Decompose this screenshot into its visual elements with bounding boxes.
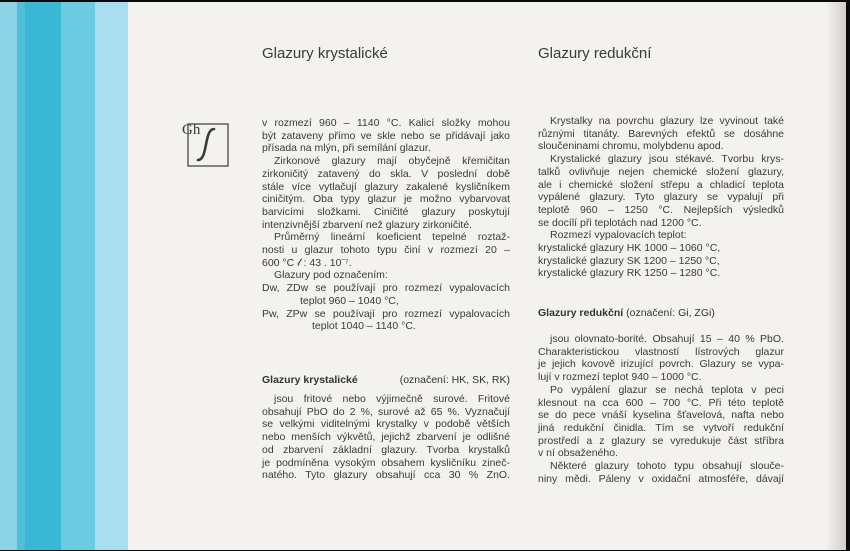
text-line: krystalické glazury HK 1000 – 1060 °C, [538,242,721,255]
text-line: Pw, ZPw se používají pro rozmezí vypalovacích [262,307,510,320]
text-line: natého. Tyto glazury obsahují cca 30 % ZnO. [262,469,510,482]
text-line: se docílí při teplotách nad 1200 °C. [538,216,702,229]
section-header-krystalicke [262,374,510,386]
text-line: klesnout na cca 600 – 700 °C. Při této teplotě [538,396,784,409]
text-line: prostředí a z glazury se vyredukuje část stříbra [538,434,784,447]
text-line: ciničitým. Oba typy glazur je možno vybarvovat [262,193,510,206]
text-line: lují v rozmezí teplot 940 – 1000 °C. [538,371,702,384]
text-line: Glazury pod označením: [274,269,388,282]
text-line: se velkými viditelnými krystalky v podobě větších [262,418,510,431]
text-line: Některé glazury tohoto typu obsahují slouče- [550,460,784,473]
publisher-logo [182,120,230,168]
text-line: teplotě 960 – 1250 °C. Nejlepších výsledků [538,203,784,216]
heading-right: Glazury redukční [538,45,652,62]
text-line: Dw, ZDw se používají pro rozmezí vypalovacích [262,282,510,295]
left-section-body [262,393,510,482]
text-line: krystalické glazury SK 1200 – 1250 °C, [538,254,720,267]
logo-letters: Gh [182,122,201,138]
text-line: Charakteristickou vlastností lístrových glazur [538,345,784,358]
text-line: krystalické glazury RK 1250 – 1280 °C. [538,267,721,280]
text-line: teplot 1040 – 1140 °C. [312,320,416,333]
right-section-body [538,333,784,485]
left-column [262,117,510,333]
text-line: přísada na mlýn, při semílání glazur. [262,142,431,155]
text-line: intenzivnější zbarvení než glazury zirkoničité. [262,218,473,231]
text-line: teplot 960 – 1040 °C, [300,294,399,307]
text-line: barvicími složkami. Ciničité glazury poskytují [262,205,510,218]
text-line: je podmíněna vysokým obsahem kysličníku zineč- [262,456,510,469]
section-note: (označení: HK, SK, RK) [399,374,510,386]
text-line: obsahují PbO do 2 %, surové až 65 %. Vyznačují [262,405,510,418]
text-line: různými titanáty. Barevných efektů se dosáhne [538,127,784,140]
section-title: Glazury krystalické [262,374,358,386]
text-line: Po vypálení glazur se nechá teplota v peci [550,383,784,396]
text-line: být zataveny přímo ve skle nebo se přidávají jako [262,129,510,142]
text-line: v ní obsaženého. [538,447,618,460]
section-header-redukcni [538,307,715,319]
heading-left: Glazury krystalické [262,45,388,62]
text-line: zirkoničitý zatavený do skla. V poslední době [262,167,510,180]
right-column [538,115,784,280]
section-title: Glazury redukční [538,307,624,319]
text-line: Krystalky na povrchu glazury lze vyvinout také [550,115,784,127]
text-line: vypálené glazury. Tyto glazury se vypalují při [538,191,784,204]
text-line: od zbarvení základní glazury. Tvorba krystalků [262,443,510,456]
text-line: Průměrný lineární koeficient tepelné roztaž- [274,231,510,244]
text-line: 600 °C 𝓁 : 43 . 10⁻⁷. [262,256,352,269]
text-line: nebo menších výkvětů, jejichž zbarvení je odlišné [262,431,510,444]
text-line: je jejich kovově irizující povrch. Glazury se vypa- [538,358,784,371]
cyan-stripe-band [0,2,128,550]
text-line: se do pece vnáší kyselina šťavelová, nafta nebo [538,409,784,422]
section-note: (označení: Gi, ZGi) [626,307,715,319]
text-line: stále více vytlačují glazury zakalené kysličníkem [262,180,510,193]
text-line: Rozmezí vypalovacích teplot: [550,229,687,242]
text-line: Zirkonové glazury mají obyčejně křemičitan [274,155,510,168]
text-line: Krystalické glazury jsou stékavé. Tvorbu krys- [550,153,784,166]
text-line: sloučeninami chromu, molybdenu apod. [538,140,724,153]
text-line: jsou olovnato-borité. Obsahují 15 – 40 % PbO. [550,333,784,345]
text-line: ale i chemické složení střepu a chladicí teplota [538,178,784,191]
page-edge-shadow [826,2,846,550]
text-line: niny mědi. Páleny v oxidační atmosféře, dávají [538,472,784,485]
text-line: nosti u glazur tohoto typu činí v rozmezí 20 – [262,244,510,257]
text-line: jsou fritové nebo výjimečně surové. Fritové [274,393,510,405]
text-line: jiná redukční činidla. Tím se vytvoří redukční [538,421,784,434]
book-page [0,2,846,550]
text-line: talků ovlivňuje nejen chemické složení glazury, [538,165,784,178]
text-line: v rozmezí 960 – 1140 °C. Kalicí složky mohou [262,117,510,129]
